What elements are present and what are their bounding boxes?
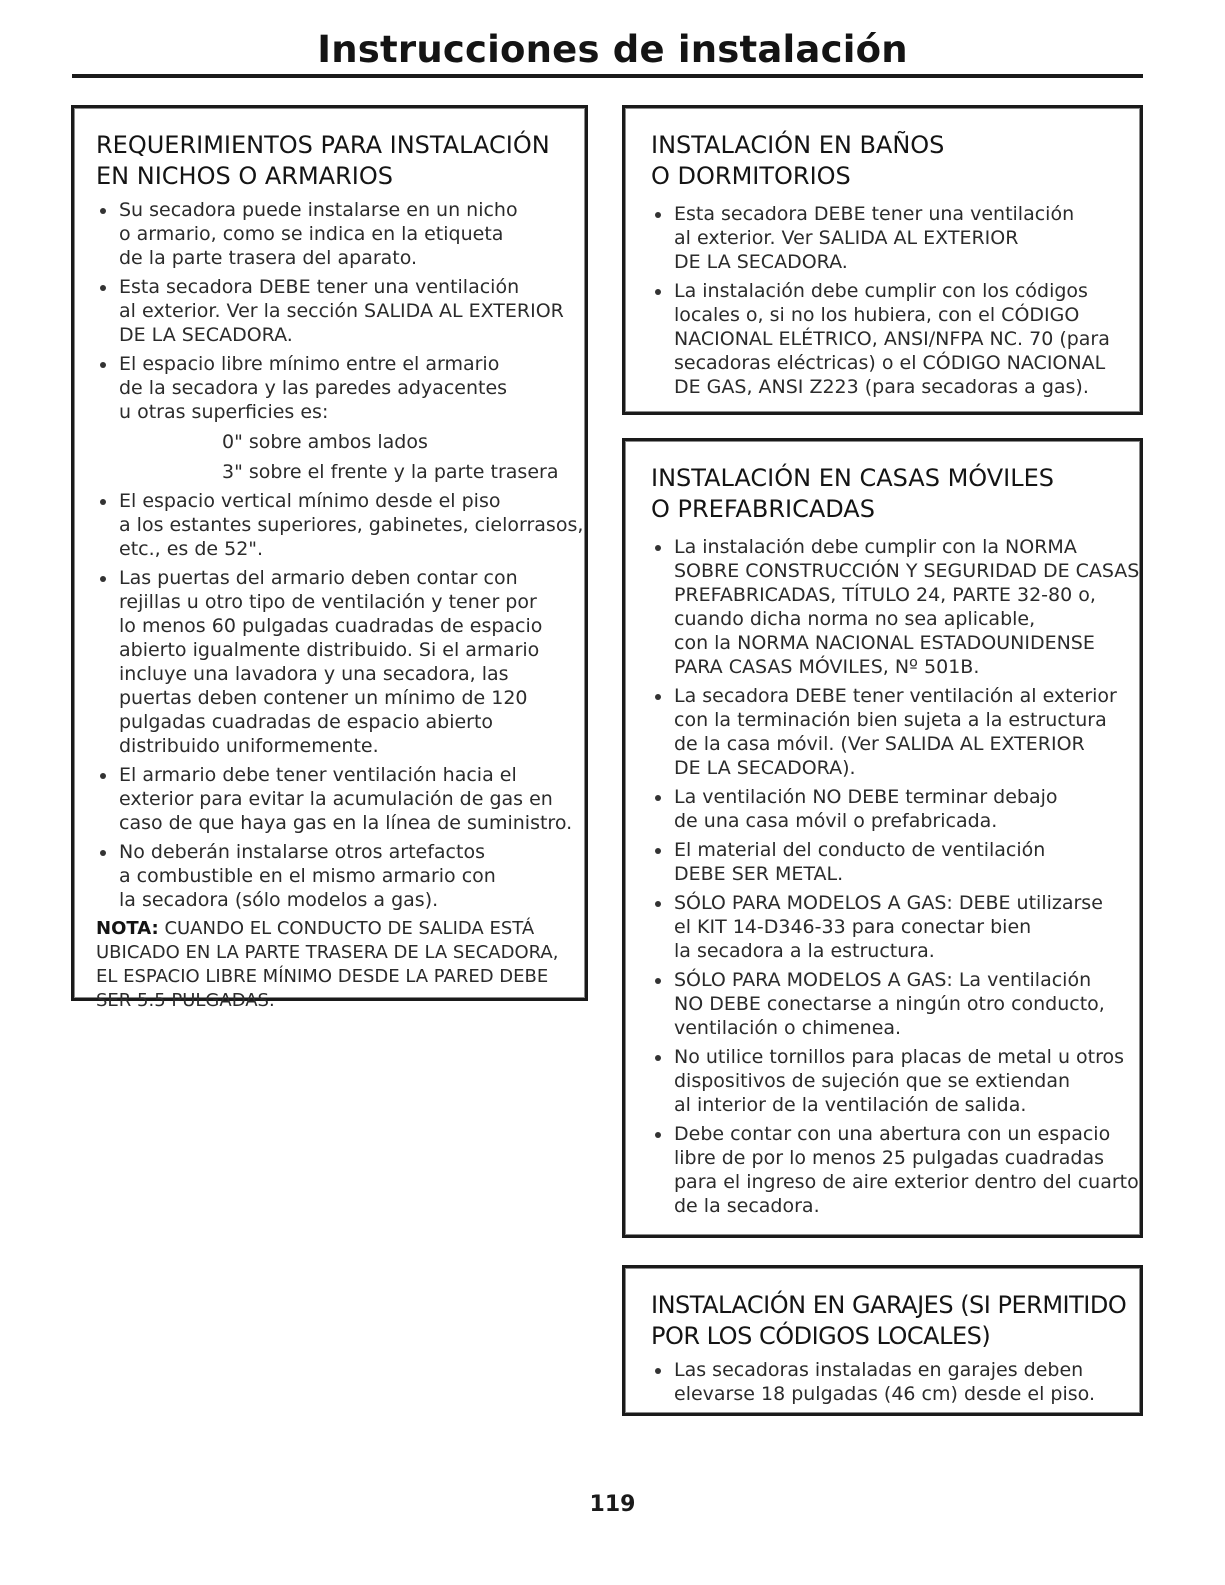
list-item-line: al exterior. Ver la sección SALIDA AL EXTERIOR <box>119 300 564 322</box>
list-item-line: Las secadoras instaladas en garajes deben <box>674 1359 1084 1381</box>
list-item-line: PARA CASAS MÓVILES, Nº 501B. <box>674 656 980 678</box>
list-item-line: El espacio vertical mínimo desde el piso <box>119 490 501 512</box>
section-casas-moviles <box>622 438 1143 1238</box>
list-item-line: El armario debe tener ventilación hacia el <box>119 764 517 786</box>
list-item-line: Debe contar con una abertura con un espacio <box>674 1123 1111 1145</box>
section-nichos-armarios <box>71 105 588 1011</box>
list-item-line: DE LA SECADORA). <box>674 757 856 779</box>
list-item-line: NO DEBE conectarse a ningún otro conducto, <box>674 993 1105 1015</box>
list-item-line: NACIONAL ELÉTRICO, ANSI/NFPA NC. 70 (para <box>674 328 1110 350</box>
list-item-line: DE LA SECADORA. <box>119 324 293 346</box>
list-item-line: la secadora a la estructura. <box>674 940 935 962</box>
list-item <box>651 1045 1125 1117</box>
list-item-line: No utilice tornillos para placas de metal u otros <box>674 1046 1125 1068</box>
list-item-line: abierto igualmente distribuido. Si el armario <box>119 639 540 661</box>
list-item-line: al exterior. Ver SALIDA AL EXTERIOR <box>674 227 1019 249</box>
list-item-line: locales o, si no los hubiera, con el CÓDIGO <box>674 304 1080 326</box>
list-item-line: DEBE SER METAL. <box>674 863 844 885</box>
list-item-line: de la secadora. <box>674 1195 820 1217</box>
list-item-line: rejillas u otro tipo de ventilación y tener por <box>119 591 537 613</box>
list-item-line: No deberán instalarse otros artefactos <box>119 841 485 863</box>
list-item-line: SÓLO PARA MODELOS A GAS: DEBE utilizarse <box>674 892 1103 914</box>
list-item-line: pulgadas cuadradas de espacio abierto <box>119 711 494 733</box>
list-item-line: SOBRE CONSTRUCCIÓN Y SEGURIDAD DE CASAS <box>674 560 1140 582</box>
list-item-line: dispositivos de sujeción que se extiendan <box>674 1070 1071 1092</box>
heading-line: INSTALACIÓN EN BAÑOS <box>651 131 945 159</box>
note-line: EL ESPACIO LIBRE MÍNIMO DESDE LA PARED DEBE <box>96 966 549 987</box>
list-item-line: con la NORMA NACIONAL ESTADOUNIDENSE <box>674 632 1095 654</box>
list-item-line: PREFABRICADAS, TÍTULO 24, PARTE 32-80 o, <box>674 584 1096 606</box>
list-item-line: distribuido uniformemente. <box>119 735 379 757</box>
note-paragraph <box>96 917 565 1013</box>
list-item-line: la secadora (sólo modelos a gas). <box>119 889 439 911</box>
list-item <box>96 840 565 912</box>
list-item-line: DE GAS, ANSI Z223 (para secadoras a gas). <box>674 376 1089 398</box>
list-item-line: cuando dicha norma no sea aplicable, <box>674 608 1036 630</box>
list-item-line: Esta secadora DEBE tener una ventilación <box>674 203 1075 225</box>
list-item-line: La ventilación NO DEBE terminar debajo <box>674 786 1058 808</box>
list-item <box>651 279 1122 399</box>
page-number: 119 <box>589 1492 636 1517</box>
list-item-line: puertas deben contener un mínimo de 120 <box>119 687 528 709</box>
list-item <box>96 352 565 484</box>
list-item-line: elevarse 18 pulgadas (46 cm) desde el piso. <box>674 1383 1095 1405</box>
list-item-line: Esta secadora DEBE tener una ventilación <box>119 276 520 298</box>
heading-line: INSTALACIÓN EN CASAS MÓVILES <box>651 464 1055 492</box>
section-garajes <box>622 1265 1143 1416</box>
list-item-line: La secadora DEBE tener ventilación al exterior <box>674 685 1117 707</box>
list-item-line: al interior de la ventilación de salida. <box>674 1094 1027 1116</box>
list-item-line: DE LA SECADORA. <box>674 251 848 273</box>
list-item-line: etc., es de 52". <box>119 538 264 560</box>
section-heading <box>651 463 1122 525</box>
list-item <box>96 489 584 561</box>
list-item-line: El material del conducto de ventilación <box>674 839 1046 861</box>
list-item-line: de la parte trasera del aparato. <box>119 247 418 269</box>
section-heading <box>651 1290 1130 1352</box>
heading-line: REQUERIMIENTOS PARA INSTALACIÓN <box>96 131 550 159</box>
list-item-line: lo menos 60 pulgadas cuadradas de espacio <box>119 615 543 637</box>
bullet-list <box>651 535 1140 1218</box>
list-item-line: El espacio libre mínimo entre el armario <box>119 353 500 375</box>
list-item <box>651 891 1122 963</box>
list-item-line: exterior para evitar la acumulación de gas en <box>119 788 553 810</box>
list-item <box>96 198 565 270</box>
list-item <box>651 1122 1139 1218</box>
list-item-line: caso de que haya gas en la línea de suministro. <box>119 812 573 834</box>
list-item-line: La instalación debe cumplir con la NORMA <box>674 536 1077 558</box>
list-item-line: Su secadora puede instalarse en un nicho <box>119 199 518 221</box>
list-item-line: SÓLO PARA MODELOS A GAS: La ventilación <box>674 969 1092 991</box>
list-item-line: o armario, como se indica en la etiqueta <box>119 223 504 245</box>
section-heading <box>96 130 565 192</box>
list-item-line: a los estantes superiores, gabinetes, cielorrasos, <box>119 514 584 536</box>
section-heading <box>651 130 1122 192</box>
clearance-line: 0" sobre ambos lados <box>222 431 428 453</box>
section-banos-dormitorios <box>622 105 1143 415</box>
list-item-line: de una casa móvil o prefabricada. <box>674 810 998 832</box>
list-item <box>651 202 1122 274</box>
bullet-list <box>651 202 1122 399</box>
heading-line: POR LOS CÓDIGOS LOCALES) <box>651 1322 991 1350</box>
list-item-line: para el ingreso de aire exterior dentro del cuarto <box>674 1171 1139 1193</box>
list-item <box>651 684 1122 780</box>
list-item <box>651 838 1122 886</box>
list-item <box>651 535 1140 679</box>
title-divider <box>72 74 1143 78</box>
list-item-line: a combustible en el mismo armario con <box>119 865 496 887</box>
note-line: CUANDO EL CONDUCTO DE SALIDA ESTÁ <box>158 918 535 939</box>
heading-line: EN NICHOS O ARMARIOS <box>96 162 393 190</box>
list-item-line: el KIT 14-D346-33 para conectar bien <box>674 916 1032 938</box>
list-item-line: ventilación o chimenea. <box>674 1017 902 1039</box>
list-item-line: incluye una lavadora y una secadora, las <box>119 663 509 685</box>
list-item-line: u otras superficies es: <box>119 401 329 423</box>
list-item-line: La instalación debe cumplir con los códigos <box>674 280 1088 302</box>
bullet-list <box>96 198 584 912</box>
page-title: Instrucciones de instalación <box>317 28 908 71</box>
list-item <box>96 763 573 835</box>
bullet-list <box>651 1358 1130 1406</box>
list-item-line: Las puertas del armario deben contar con <box>119 567 518 589</box>
list-item <box>651 785 1122 833</box>
list-item <box>96 566 565 758</box>
list-item <box>651 1358 1130 1406</box>
heading-line: O DORMITORIOS <box>651 162 851 190</box>
list-item-line: secadoras eléctricas) o el CÓDIGO NACIONAL <box>674 352 1106 374</box>
note-line: SER 5.5 PULGADAS. <box>96 990 275 1011</box>
note-line: UBICADO EN LA PARTE TRASERA DE LA SECADORA, <box>96 942 559 963</box>
list-item <box>651 968 1122 1040</box>
list-item-line: de la casa móvil. (Ver SALIDA AL EXTERIOR <box>674 733 1085 755</box>
list-item <box>96 275 565 347</box>
heading-line: INSTALACIÓN EN GARAJES (SI PERMITIDO <box>651 1291 1127 1319</box>
note-label: NOTA: <box>96 918 159 939</box>
heading-line: O PREFABRICADAS <box>651 495 875 523</box>
list-item-line: libre de por lo menos 25 pulgadas cuadradas <box>674 1147 1105 1169</box>
list-item-line: con la terminación bien sujeta a la estructura <box>674 709 1107 731</box>
clearance-line: 3" sobre el frente y la parte trasera <box>222 461 559 483</box>
list-item-line: de la secadora y las paredes adyacentes <box>119 377 508 399</box>
